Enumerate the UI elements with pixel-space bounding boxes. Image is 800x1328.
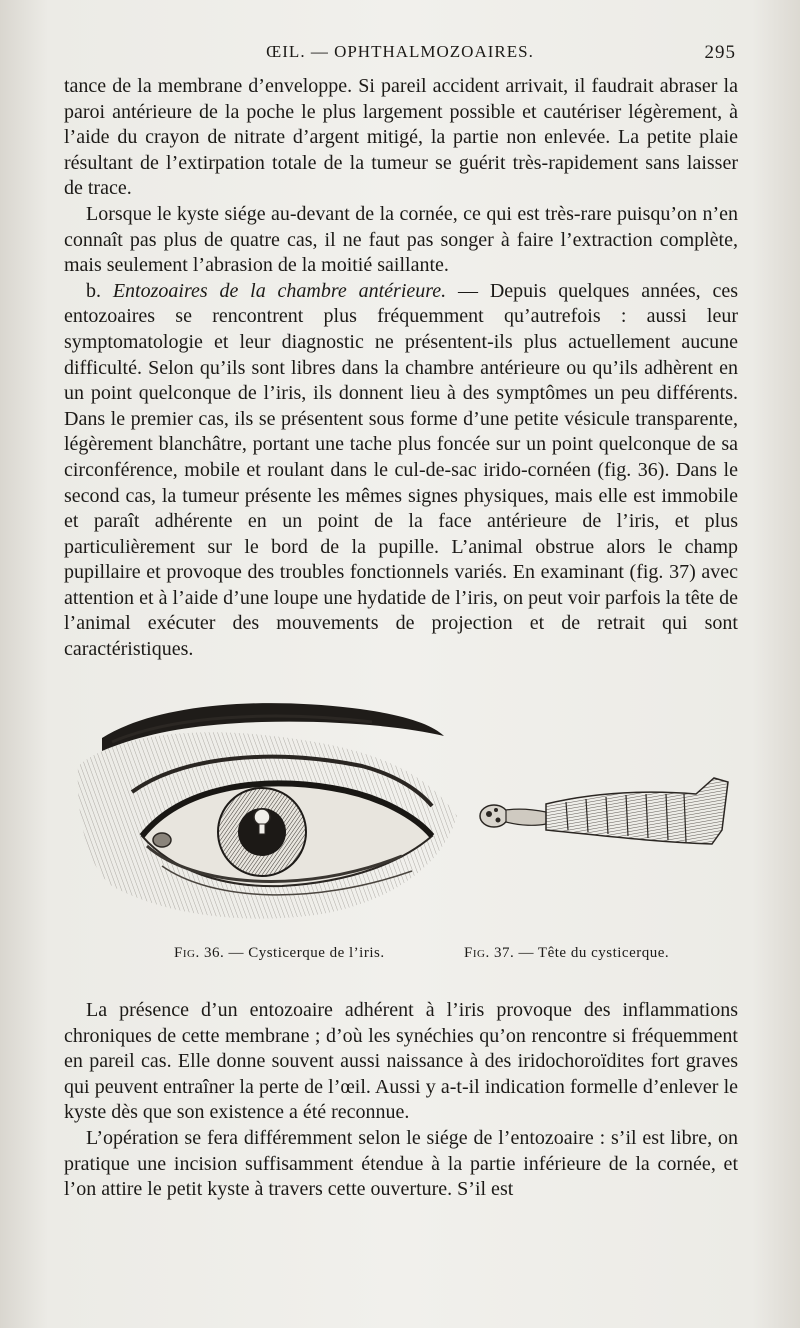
figure-37-label: Fig. 37. [464,945,515,961]
paragraph-kyste-cornee: Lorsque le kyste siége au-devant de la cornée, ce qui est très-rare puisqu’on n’en connaît pas plus de quatre cas, il ne faut pas songer à faire l’extraction complète, mais seulement l’abrasion de la moitié saillante. [64,202,738,277]
running-header [64,42,736,68]
figure-area [64,690,738,970]
paragraph-synechies: La présence d’un entozoaire adhérent à l’iris provoque des inflammations chroniques de cette membrane ; d’où les synéchies qu’on rencontre si fréquemment en pareil cas. Elle donne souvent aussi naissance à des iridochoroïdites fort graves qui peuvent entraîner la perte de l’œil. Aussi y a-t-il indication formelle d’enlever le kyste dès que son existence a été reconnue. [64,999,738,1124]
paragraph-continuation: tance de la membrane d’enveloppe. Si pareil accident arrivait, il faudrait abraser la paroi antérieure de la poche le plus largement possible et cautériser légèrement, à l’aide du crayon de nitrate d’argent mitigé, la partie non enlevée. La petite plaie résultant de l’extirpation totale de la tumeur se guérit très-rapidement sans laisser de trace. [64,75,738,200]
running-title: ŒIL. — OPHTHALMOZOAIRES. [266,42,534,61]
paragraph-entozoaires [64,279,738,663]
figure-37-text: — Tête du cysticerque. [514,945,670,961]
figure-36-caption [174,945,385,962]
paragraph-operation: L’opération se fera différemment selon le siége de l’entozoaire : s’il est libre, on pratique une incision suffisamment étendue à la partie inférieure de la cornée, et l’on attire le petit kyste à travers cette ouverture. S’il est [64,1126,738,1201]
bottom-text-block [64,998,738,1203]
figure-37-caption [464,945,669,962]
top-text-block [64,74,738,663]
eye-illustration [72,696,462,928]
cysticercus-head-illustration [476,770,736,860]
figure-36-label: Fig. 36. [174,945,225,961]
page-number: 295 [704,42,736,63]
figure-36-text: — Cysticerque de l’iris. [224,945,385,961]
section-heading: Entozoaires de la chambre antérieure. [112,279,447,302]
section-label: b. [86,279,101,302]
section-body: — Depuis quelques années, ces entozoaires se rencontrent plus fréquemment qu’autrefois : aussi leur symptomatologie et leur diagnostic ne présentent-ils plus actuellement aucune difficulté. Selon qu’ils sont libres dans la chambre antérieure ou qu’ils adhèrent en un point quelconque de l’iris, ils donnent lieu à des symptômes un peu différents. Dans le premier cas, ils se présentent sous forme d’une petite vésicule transparente, légèrement blanchâtre, portant une tache plus foncée sur un point quelconque de sa circonférence, mobile et roulant dans le cul-de-sac irido-cornéen (fig. 36). Dans le second cas, la tumeur présente les mêmes signes physiques, mais elle est immobile et paraît adhérente en un point de la face antérieure de l’iris, et plus particulièrement sur le bord de la pupille. L’animal obstrue alors le champ pupillaire et provoque des troubles fonctionnels variés. En examinant (fig. 37) avec attention et à l’aide d’une loupe une hydatide de l’iris, on peut voir parfois la tête de l’animal exécuter des mouvements de projection et de retrait qui sont caractéristiques. [64,279,738,661]
